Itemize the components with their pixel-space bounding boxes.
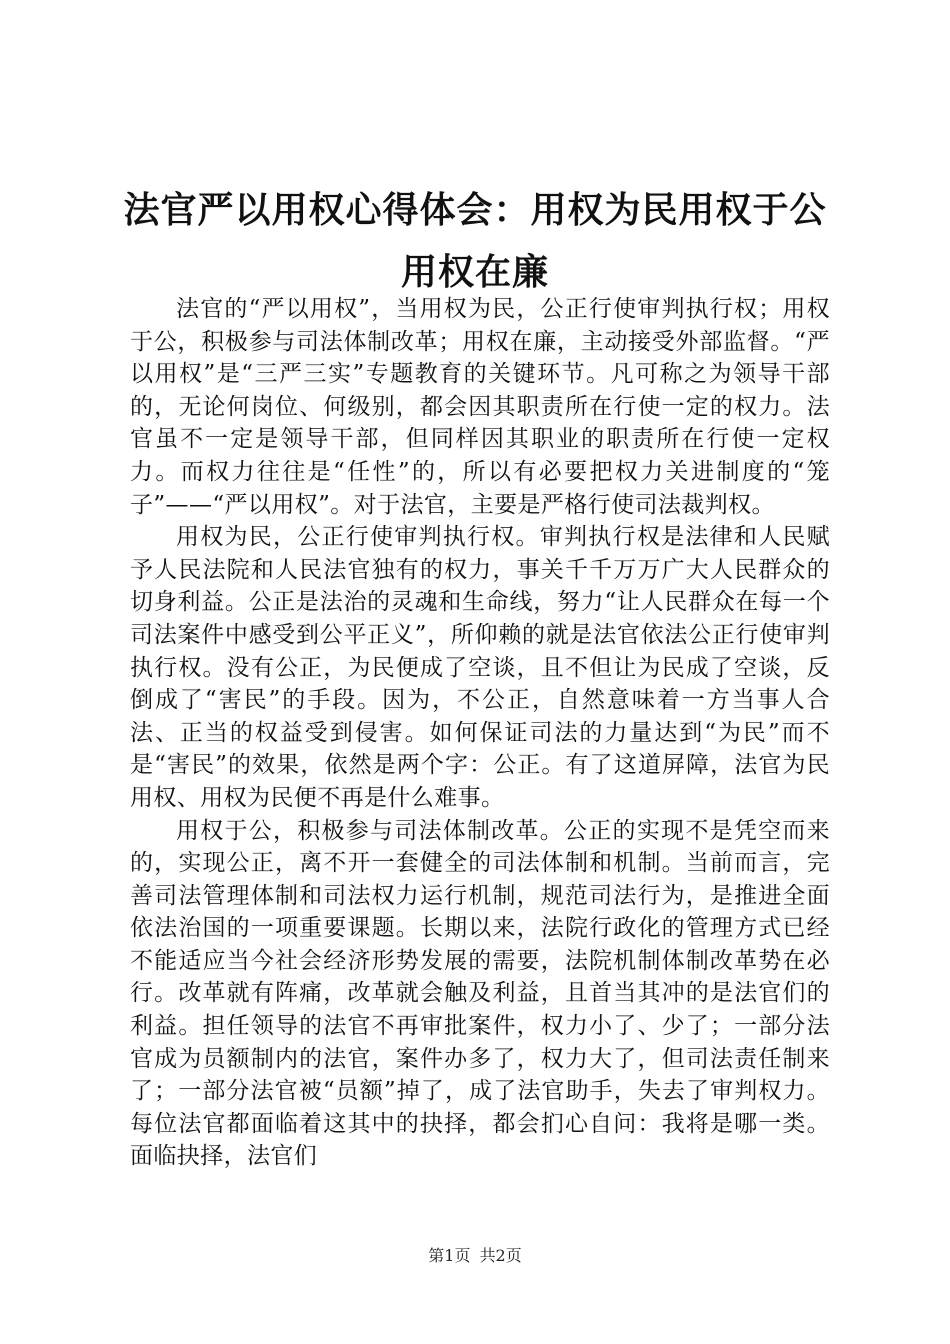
document-body	[130, 293, 830, 1173]
page-footer	[0, 1243, 950, 1266]
paragraph: 用权于公，积极参与司法体制改革。公正的实现不是凭空而来的，实现公正，离不开一套健全的司法体制和机制。当前而言，完善司法管理体制和司法权力运行机制，规范司法行为，是推进全面依法治国的一项重要课题。长期以来，法院行政化的管理方式已经不能适应当今社会经济形势发展的需要，法院机制体制改革势在必行。改革就有阵痛，改革就会触及利益，且首当其冲的是法官们的利益。担任领导的法官不再审批案件，权力小了、少了；一部分法官成为员额制内的法官，案件办多了，权力大了，但司法责任制来了；一部分法官被“员额”掉了，成了法官助手，失去了审判权力。每位法官都面临着这其中的抉择，都会扪心自问：我将是哪一类。面临抉择，法官们	[130, 817, 830, 1170]
document-title: 法官严以用权心得体会：用权为民用权于公用权在廉	[123, 190, 827, 293]
page-number: 第1页	[428, 1246, 471, 1265]
page-total: 共2页	[479, 1246, 522, 1265]
paragraph: 用权为民，公正行使审判执行权。审判执行权是法律和人民赋予人民法院和人民法官独有的权力，事关千千万万广大人民群众的切身利益。公正是法治的灵魂和生命线，努力“让人民群众在每一个司法案件中感受到公平正义”，所仰赖的就是法官依法公正行使审判执行权。没有公正，为民便成了空谈，且不但让为民成了空谈，反倒成了“害民”的手段。因为，不公正，自然意味着一方当事人合法、正当的权益受到侵害。如何保证司法的力量达到“为民”而不是“害民”的效果，依然是两个字：公正。有了这道屏障，法官为民用权、用权为民便不再是什么难事。	[130, 524, 830, 811]
paragraph: 法官的“严以用权”，当用权为民，公正行使审判执行权；用权于公，积极参与司法体制改革；用权在廉，主动接受外部监督。“严以用权”是“三严三实”专题教育的关键环节。凡可称之为领导干部的，无论何岗位、何级别，都会因其职责所在行使一定的权力。法官虽不一定是领导干部，但同样因其职业的职责所在行使一定权力。而权力往往是“任性”的，所以有必要把权力关进制度的“笼子”——“严以用权”。对于法官，主要是严格行使司法裁判权。	[130, 296, 830, 518]
